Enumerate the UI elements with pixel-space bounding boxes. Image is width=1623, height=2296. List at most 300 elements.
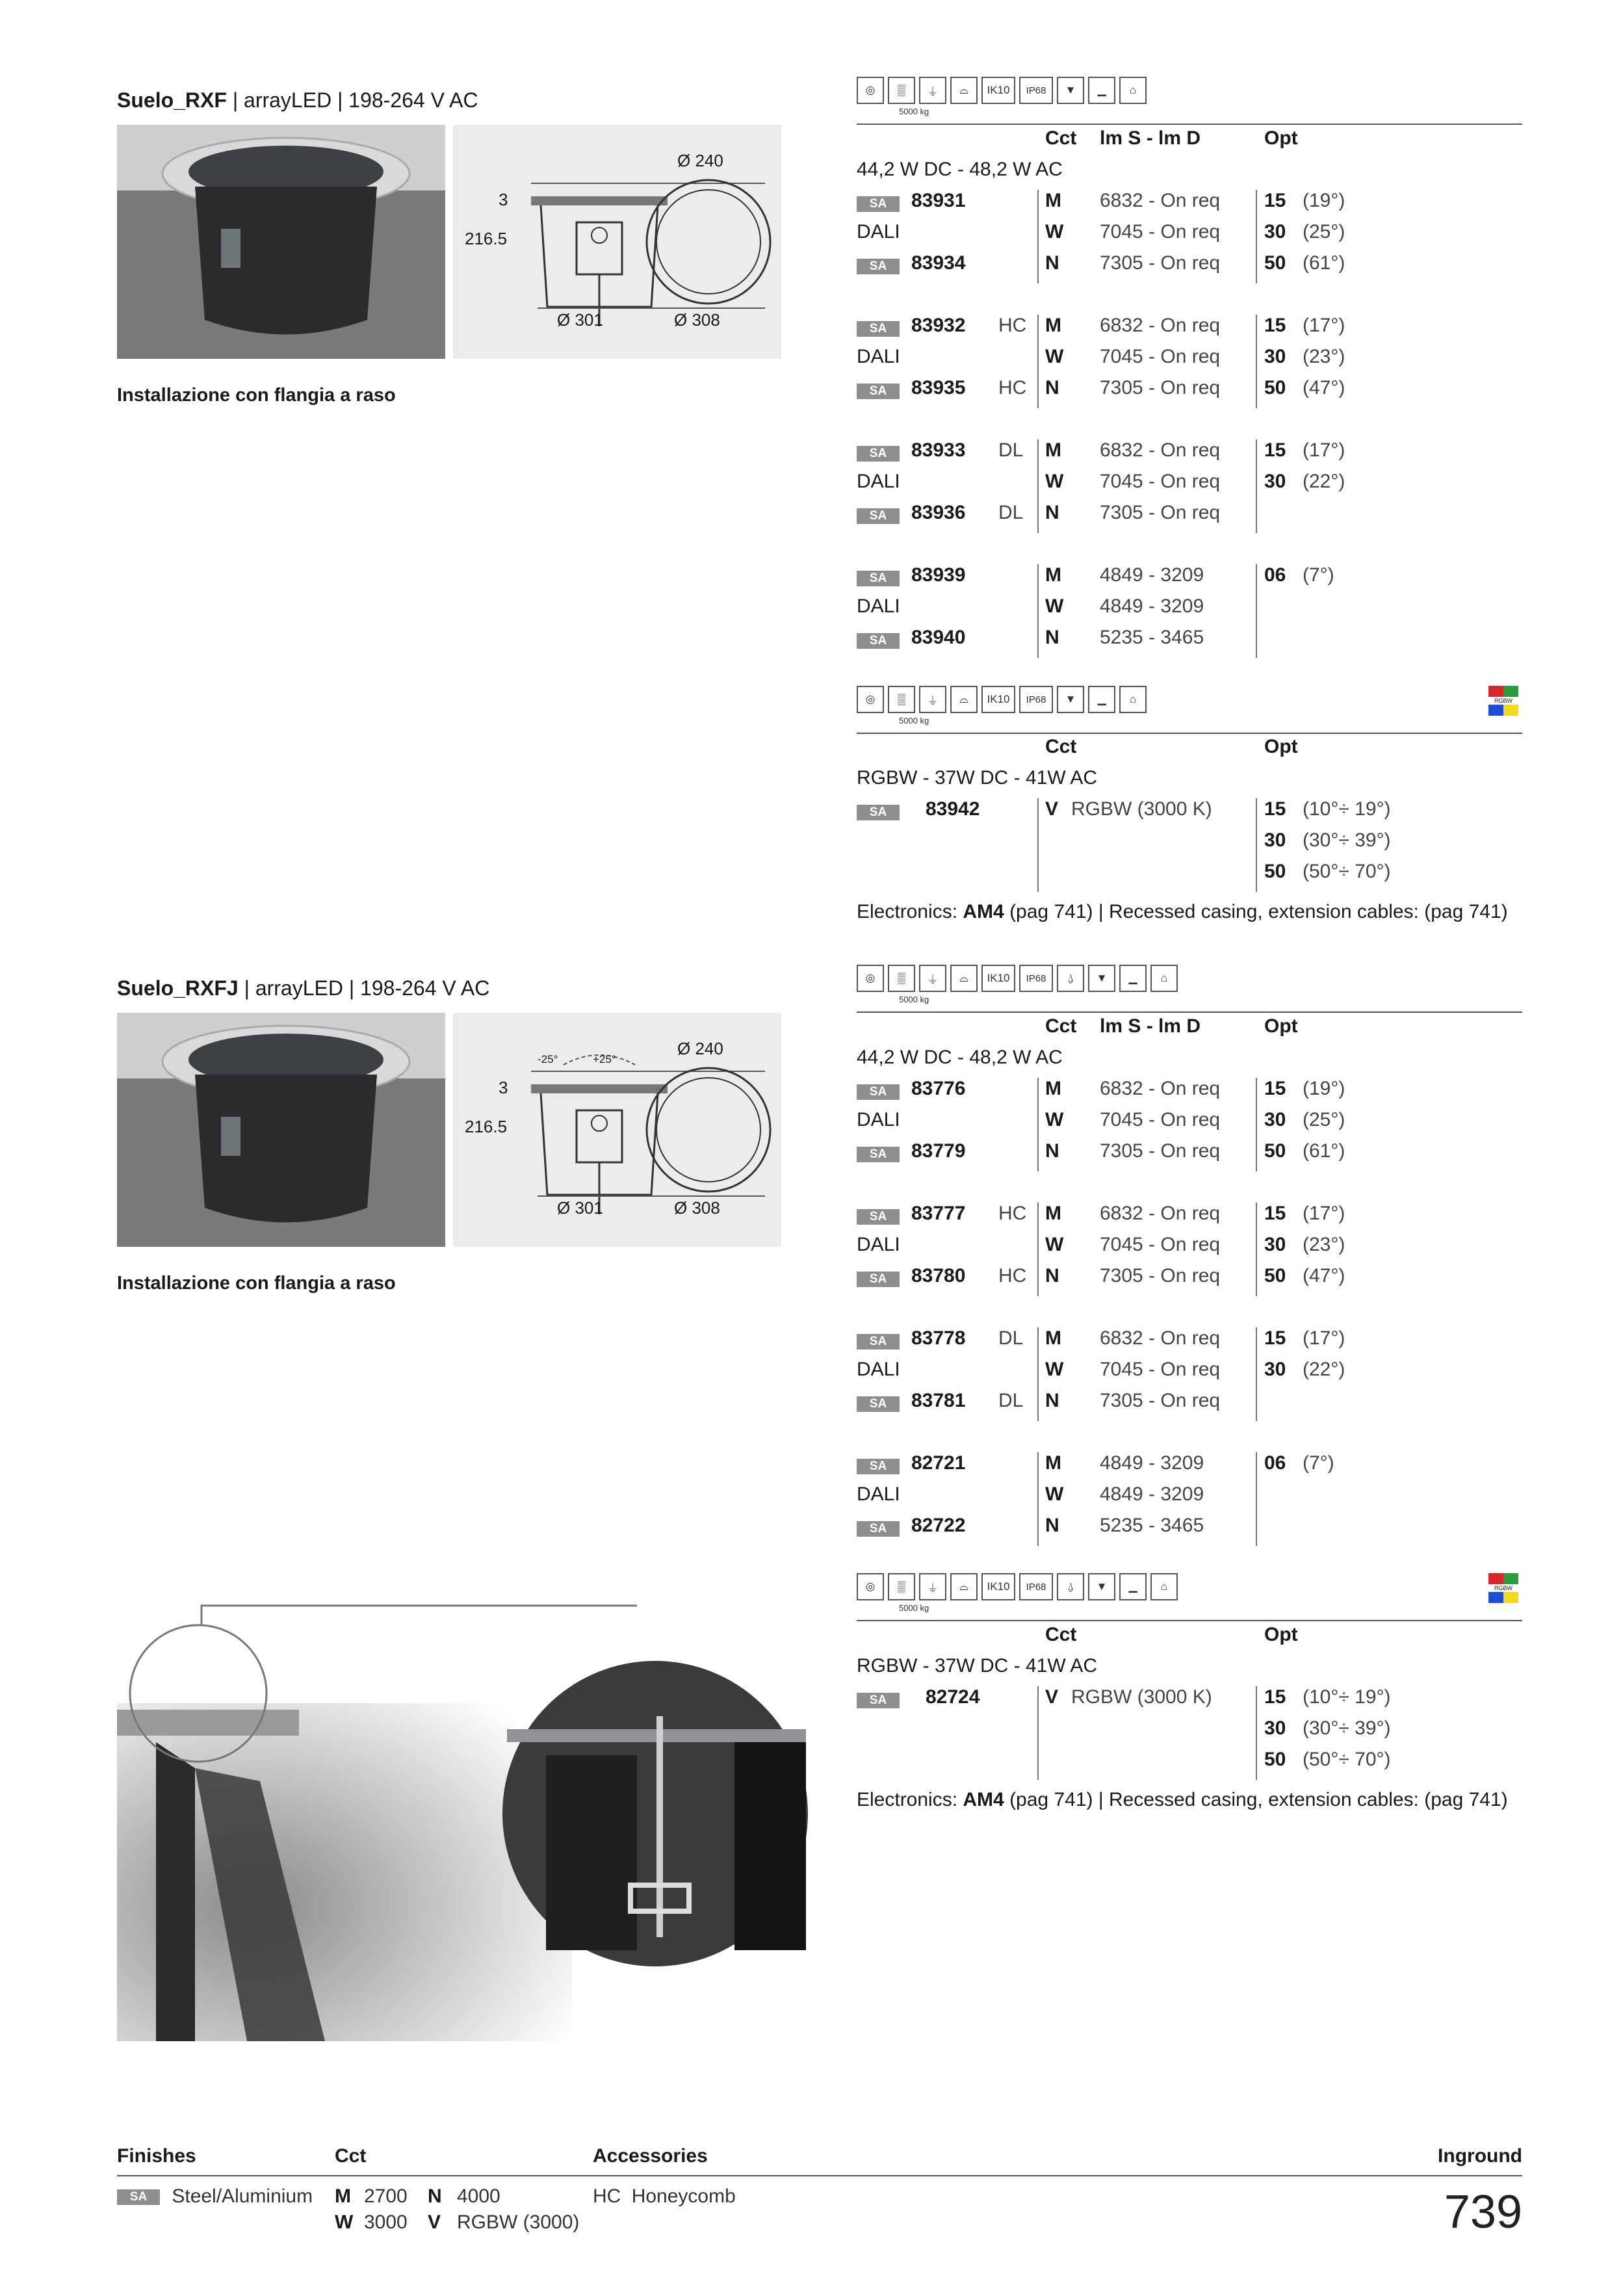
power-spec: 44,2 W DC - 48,2 W AC xyxy=(857,1047,1063,1068)
table-row xyxy=(857,1359,1522,1390)
table-row xyxy=(857,595,1522,627)
table-row xyxy=(857,1327,1522,1359)
cct-code: W xyxy=(1045,1483,1064,1505)
load-rating: 5000 kg xyxy=(899,716,929,725)
lumen-value: 6832 - On req xyxy=(1100,1327,1221,1349)
lumen-value: 5235 - 3465 xyxy=(1100,1515,1204,1536)
beam-angle: (19°) xyxy=(1303,190,1345,211)
installation-note: Installazione con flangia a raso xyxy=(117,1273,396,1294)
beam-angle: (19°) xyxy=(1303,1078,1345,1099)
rgbw-badge-label: RGBW xyxy=(1488,697,1518,705)
installation-note: Installazione con flangia a raso xyxy=(117,385,396,406)
table-row xyxy=(857,346,1522,377)
beam-angle: (17°) xyxy=(1303,1203,1345,1224)
dim-d2: Ø 308 xyxy=(674,1198,720,1218)
cct-key: W xyxy=(335,2211,354,2233)
control-label: DALI xyxy=(857,1109,900,1130)
section1-title xyxy=(117,88,478,112)
flush-icon: ▁ xyxy=(1119,1573,1147,1600)
table-row xyxy=(857,1109,1522,1140)
column-divider xyxy=(1256,1078,1257,1171)
beam-angle: (25°) xyxy=(1303,1109,1345,1130)
spec-icons xyxy=(857,686,1147,713)
sa-badge: SA xyxy=(857,321,900,337)
cct-code: N xyxy=(1045,627,1059,648)
table-row xyxy=(857,1234,1522,1265)
footer-category: Inground xyxy=(1438,2145,1522,2167)
table-row xyxy=(857,1515,1522,1546)
section2-title xyxy=(117,976,489,1000)
column-divider xyxy=(1256,564,1257,658)
casing-icon: ⌓ xyxy=(950,965,978,992)
rgbw-icon xyxy=(1488,1573,1518,1603)
lumen-value: 7305 - On req xyxy=(1100,377,1221,398)
footer-accessory xyxy=(593,2185,736,2208)
table-row xyxy=(857,627,1522,658)
column-divider xyxy=(1256,798,1257,892)
column-divider xyxy=(1037,315,1039,408)
dim-top-diameter: Ø 240 xyxy=(677,1039,723,1058)
optic-value: 15 xyxy=(1264,439,1286,461)
ip-rating: IP68 xyxy=(1019,686,1053,713)
beam-angle: (7°) xyxy=(1303,564,1334,586)
sa-badge: SA xyxy=(857,1396,900,1412)
cct-value: 4000 xyxy=(457,2185,500,2207)
drive-over-icon: ▒ xyxy=(888,965,915,992)
optic-row xyxy=(857,829,1522,861)
lumen-value: 6832 - On req xyxy=(1100,315,1221,336)
control-label: DALI xyxy=(857,1359,900,1380)
cct-description: RGBW (3000 K) xyxy=(1071,798,1212,820)
column-divider xyxy=(1037,1686,1039,1780)
casing-icon: ⌓ xyxy=(950,1573,978,1600)
recessed-icon: ◎ xyxy=(857,686,884,713)
dim-d1: Ø 301 xyxy=(557,310,603,330)
table-row xyxy=(857,1203,1522,1234)
product-code: 83939 xyxy=(911,564,966,586)
sa-badge: SA xyxy=(857,1693,900,1708)
cct-code: M xyxy=(1045,1452,1061,1474)
sa-badge: SA xyxy=(857,384,900,399)
beam-angle: (10°÷ 19°) xyxy=(1303,798,1391,820)
col-header-opt: Opt xyxy=(1264,127,1298,149)
rgbw-icon xyxy=(1488,686,1518,716)
flush-icon: ▁ xyxy=(1088,77,1115,104)
column-divider xyxy=(1256,1327,1257,1421)
column-divider xyxy=(1037,439,1039,533)
product-photo xyxy=(117,125,445,359)
beam-icon: ▼ xyxy=(1088,965,1115,992)
electronics-prefix: Electronics: xyxy=(857,1789,963,1810)
beam-angle: (17°) xyxy=(1303,439,1345,461)
ip-rating: IP68 xyxy=(1019,965,1053,992)
product-code: 83942 xyxy=(926,798,980,820)
variant-code: HC xyxy=(998,315,1027,336)
table-row xyxy=(857,1140,1522,1171)
footer-divider xyxy=(117,2175,1522,2176)
flush-icon: ▁ xyxy=(1088,686,1115,713)
table-row xyxy=(857,1483,1522,1515)
beam-angle: (23°) xyxy=(1303,346,1345,367)
lumen-value: 7045 - On req xyxy=(1100,1109,1221,1130)
optic-value: 15 xyxy=(1264,1686,1286,1708)
cct-value: 3000 xyxy=(364,2211,408,2233)
table-row xyxy=(857,1390,1522,1421)
optic-value: 30 xyxy=(1264,829,1286,851)
product-code: 83776 xyxy=(911,1078,966,1099)
recessed-icon: ◎ xyxy=(857,1573,884,1600)
table-row xyxy=(857,439,1522,471)
control-label: DALI xyxy=(857,221,900,242)
lumen-value: 7045 - On req xyxy=(1100,471,1221,492)
cct-code: W xyxy=(1045,346,1064,367)
col-header-lm: lm S - lm D xyxy=(1100,1015,1201,1037)
dim-d2: Ø 308 xyxy=(674,310,720,330)
optic-row xyxy=(857,798,1522,829)
adjustable-icon: ⍙ xyxy=(1057,1573,1084,1600)
control-label: DALI xyxy=(857,595,900,617)
product-code: 83777 xyxy=(911,1203,966,1224)
house-icon: ⌂ xyxy=(1150,1573,1178,1600)
variant-code: DL xyxy=(998,502,1024,523)
footer-finish xyxy=(117,2185,313,2208)
beam-angle: (30°÷ 39°) xyxy=(1303,1717,1391,1739)
load-rating: 5000 kg xyxy=(899,1603,929,1613)
col-header-cct: Cct xyxy=(1045,736,1077,757)
lumen-value: 4849 - 3209 xyxy=(1100,1483,1204,1505)
beam-angle: (50°÷ 70°) xyxy=(1303,861,1391,882)
optic-value: 50 xyxy=(1264,377,1286,398)
spec-icons xyxy=(857,965,1178,992)
flush-icon: ▁ xyxy=(1119,965,1147,992)
optic-value: 15 xyxy=(1264,190,1286,211)
optic-row xyxy=(857,1717,1522,1749)
beam-angle: (30°÷ 39°) xyxy=(1303,829,1391,851)
sa-badge: SA xyxy=(857,1084,900,1100)
load-rating: 5000 kg xyxy=(899,107,929,116)
product-code: 83932 xyxy=(911,315,966,336)
cct-code: M xyxy=(1045,1078,1061,1099)
table-row xyxy=(857,1265,1522,1296)
finish-sa-badge: SA xyxy=(117,2189,160,2205)
adjustable-icon: ⍙ xyxy=(1057,965,1084,992)
rgbw-badge-label: RGBW xyxy=(1488,1584,1518,1592)
divider xyxy=(857,1011,1522,1013)
optic-row xyxy=(857,1749,1522,1780)
cct-code: M xyxy=(1045,564,1061,586)
cct-code: M xyxy=(1045,1327,1061,1349)
table-row xyxy=(857,252,1522,283)
dim-d1: Ø 301 xyxy=(557,1198,603,1218)
lumen-value: 7045 - On req xyxy=(1100,1234,1221,1255)
optic-row xyxy=(857,1686,1522,1717)
column-divider xyxy=(1037,564,1039,658)
column-divider xyxy=(1256,190,1257,283)
col-header-opt: Opt xyxy=(1264,1624,1298,1645)
casing-icon: ⌓ xyxy=(950,77,978,104)
optic-value: 15 xyxy=(1264,315,1286,336)
product-name: Suelo_RXF xyxy=(117,88,227,112)
cct-code: N xyxy=(1045,1265,1059,1286)
class1-earth-icon: ⏚ xyxy=(919,965,946,992)
sa-badge: SA xyxy=(857,805,900,820)
variant-code: HC xyxy=(998,1265,1027,1286)
power-spec: 44,2 W DC - 48,2 W AC xyxy=(857,159,1063,180)
electronics-suffix: (pag 741) | Recessed casing, extension cables: (pag 741) xyxy=(1004,901,1508,922)
cct-code: W xyxy=(1045,1359,1064,1380)
lumen-value: 7305 - On req xyxy=(1100,502,1221,523)
beam-angle: (23°) xyxy=(1303,1234,1345,1255)
recessed-icon: ◎ xyxy=(857,965,884,992)
variant-code: DL xyxy=(998,439,1024,461)
table-row xyxy=(857,564,1522,595)
cct-code: M xyxy=(1045,190,1061,211)
spec-icons xyxy=(857,77,1147,104)
table-row xyxy=(857,221,1522,252)
class1-earth-icon: ⏚ xyxy=(919,77,946,104)
drive-over-icon: ▒ xyxy=(888,686,915,713)
cct-value: 2700 xyxy=(364,2185,408,2207)
column-divider xyxy=(1256,1452,1257,1546)
cct-code: N xyxy=(1045,1390,1059,1411)
beam-angle: (61°) xyxy=(1303,252,1345,274)
ik-rating: IK10 xyxy=(981,686,1015,713)
column-divider xyxy=(1256,315,1257,408)
beam-angle: (10°÷ 19°) xyxy=(1303,1686,1391,1708)
cct-code: M xyxy=(1045,439,1061,461)
sa-badge: SA xyxy=(857,1459,900,1474)
cct-key: N xyxy=(428,2185,442,2207)
ik-rating: IK10 xyxy=(981,1573,1015,1600)
cct-key: V xyxy=(428,2211,441,2233)
optic-value: 06 xyxy=(1264,1452,1286,1474)
lumen-value: 7305 - On req xyxy=(1100,1390,1221,1411)
product-name: Suelo_RXFJ xyxy=(117,976,239,1000)
divider xyxy=(857,1620,1522,1621)
cct-value: RGBW (3000) xyxy=(457,2211,580,2233)
cct-code: N xyxy=(1045,1515,1059,1536)
house-icon: ⌂ xyxy=(1119,77,1147,104)
lumen-value: 6832 - On req xyxy=(1100,1203,1221,1224)
control-label: DALI xyxy=(857,471,900,492)
lumen-value: 5235 - 3465 xyxy=(1100,627,1204,648)
optic-row xyxy=(857,861,1522,892)
drive-over-icon: ▒ xyxy=(888,77,915,104)
optic-value: 50 xyxy=(1264,1265,1286,1286)
product-code: 83931 xyxy=(911,190,966,211)
luminaire-render xyxy=(117,125,445,359)
lumen-value: 7305 - On req xyxy=(1100,1140,1221,1162)
variant-code: DL xyxy=(998,1390,1024,1411)
cct-key: M xyxy=(335,2185,351,2207)
footer-cct-heading: Cct xyxy=(335,2145,367,2167)
column-divider xyxy=(1256,1686,1257,1780)
beam-angle: (61°) xyxy=(1303,1140,1345,1162)
house-icon: ⌂ xyxy=(1150,965,1178,992)
beam-icon: ▼ xyxy=(1057,77,1084,104)
electronics-prefix: Electronics: xyxy=(857,901,963,922)
optic-value: 15 xyxy=(1264,1327,1286,1349)
product-code: 83779 xyxy=(911,1140,966,1162)
product-code: 83778 xyxy=(911,1327,966,1349)
product-subtitle: | arrayLED | 198-264 V AC xyxy=(244,976,490,1000)
column-divider xyxy=(1037,190,1039,283)
beam-angle: (47°) xyxy=(1303,1265,1345,1286)
variant-code: DL xyxy=(998,1327,1024,1349)
beam-angle: (17°) xyxy=(1303,315,1345,336)
dim-flange: 3 xyxy=(499,190,508,209)
cct-code: W xyxy=(1045,471,1064,492)
cct-code: W xyxy=(1045,1109,1064,1130)
col-header-cct: Cct xyxy=(1045,1624,1077,1645)
lumen-value: 4849 - 3209 xyxy=(1100,564,1204,586)
lumen-value: 6832 - On req xyxy=(1100,439,1221,461)
optic-value: 30 xyxy=(1264,346,1286,367)
divider xyxy=(857,733,1522,734)
sa-badge: SA xyxy=(857,633,900,649)
optic-value: 30 xyxy=(1264,1359,1286,1380)
column-divider xyxy=(1037,798,1039,892)
finish-text: Steel/Aluminium xyxy=(172,2185,313,2207)
table-row xyxy=(857,1078,1522,1109)
sa-badge: SA xyxy=(857,508,900,524)
beam-angle: (22°) xyxy=(1303,1359,1345,1380)
dim-tilt-left: -25° xyxy=(538,1053,558,1065)
product-photo xyxy=(117,1013,445,1247)
optic-value: 30 xyxy=(1264,1234,1286,1255)
dim-depth: 216.5 xyxy=(465,229,508,248)
beam-angle: (7°) xyxy=(1303,1452,1334,1474)
control-label: DALI xyxy=(857,346,900,367)
cct-description: RGBW (3000 K) xyxy=(1071,1686,1212,1708)
electronics-code: AM4 xyxy=(963,901,1004,922)
column-divider xyxy=(1037,1078,1039,1171)
lumen-value: 7045 - On req xyxy=(1100,346,1221,367)
optic-value: 50 xyxy=(1264,1749,1286,1770)
col-header-cct: Cct xyxy=(1045,1015,1077,1037)
cct-code: M xyxy=(1045,315,1061,336)
accessory-code: HC xyxy=(593,2185,621,2207)
technical-drawing xyxy=(453,125,781,359)
product-code: 83936 xyxy=(911,502,966,523)
optic-value: 50 xyxy=(1264,1140,1286,1162)
col-header-cct: Cct xyxy=(1045,127,1077,149)
table-row xyxy=(857,377,1522,408)
product-code: 83934 xyxy=(911,252,966,274)
class1-earth-icon: ⏚ xyxy=(919,686,946,713)
lumen-value: 7305 - On req xyxy=(1100,252,1221,274)
product-code: 83780 xyxy=(911,1265,966,1286)
beam-icon: ▼ xyxy=(1088,1573,1115,1600)
sa-badge: SA xyxy=(857,1272,900,1287)
cct-code: V xyxy=(1045,798,1059,820)
sa-badge: SA xyxy=(857,1209,900,1225)
sa-badge: SA xyxy=(857,446,900,462)
col-header-lm: lm S - lm D xyxy=(1100,127,1201,149)
lumen-value: 7045 - On req xyxy=(1100,221,1221,242)
ik-rating: IK10 xyxy=(981,965,1015,992)
ip-rating: IP68 xyxy=(1019,77,1053,104)
optic-value: 30 xyxy=(1264,1109,1286,1130)
col-header-opt: Opt xyxy=(1264,1015,1298,1037)
cct-code: N xyxy=(1045,252,1059,274)
dim-top-diameter: Ø 240 xyxy=(677,151,723,170)
table-row xyxy=(857,315,1522,346)
cct-code: M xyxy=(1045,1203,1061,1224)
beam-icon: ▼ xyxy=(1057,686,1084,713)
table-row xyxy=(857,1452,1522,1483)
cct-code: W xyxy=(1045,1234,1064,1255)
sa-badge: SA xyxy=(857,571,900,586)
table-row xyxy=(857,190,1522,221)
sa-badge: SA xyxy=(857,196,900,212)
spec-icons xyxy=(857,1573,1178,1600)
optic-value: 30 xyxy=(1264,471,1286,492)
sa-badge: SA xyxy=(857,1334,900,1350)
lumen-value: 4849 - 3209 xyxy=(1100,1452,1204,1474)
cct-code: N xyxy=(1045,502,1059,523)
technical-drawing xyxy=(453,1013,781,1247)
load-rating: 5000 kg xyxy=(899,995,929,1004)
cct-code: W xyxy=(1045,595,1064,617)
dim-tilt-right: +25° xyxy=(593,1053,616,1065)
page-number: 739 xyxy=(1444,2186,1522,2238)
optic-value: 15 xyxy=(1264,1078,1286,1099)
beam-angle: (47°) xyxy=(1303,377,1345,398)
accessory-text: Honeycomb xyxy=(631,2185,736,2207)
electronics-note xyxy=(857,901,1508,923)
beam-angle: (25°) xyxy=(1303,221,1345,242)
electronics-code: AM4 xyxy=(963,1789,1004,1810)
control-label: DALI xyxy=(857,1234,900,1255)
rgbw-power-spec: RGBW - 37W DC - 41W AC xyxy=(857,1655,1098,1676)
electronics-suffix: (pag 741) | Recessed casing, extension cables: (pag 741) xyxy=(1004,1789,1508,1810)
column-divider xyxy=(1256,439,1257,533)
footer-finishes-heading: Finishes xyxy=(117,2145,196,2167)
cct-code: V xyxy=(1045,1686,1059,1708)
variant-code: HC xyxy=(998,377,1027,398)
optic-value: 50 xyxy=(1264,252,1286,274)
optic-value: 15 xyxy=(1264,798,1286,820)
house-icon: ⌂ xyxy=(1119,686,1147,713)
product-subtitle: | arrayLED | 198-264 V AC xyxy=(232,88,478,112)
column-divider xyxy=(1037,1203,1039,1296)
table-row xyxy=(857,471,1522,502)
dim-depth: 216.5 xyxy=(465,1117,508,1136)
beam-angle: (22°) xyxy=(1303,471,1345,492)
cct-code: N xyxy=(1045,377,1059,398)
dim-flange: 3 xyxy=(499,1078,508,1097)
product-code: 82721 xyxy=(911,1452,966,1474)
sa-badge: SA xyxy=(857,259,900,274)
electronics-note xyxy=(857,1789,1508,1811)
variant-code: HC xyxy=(998,1203,1027,1224)
optic-value: 50 xyxy=(1264,861,1286,882)
class1-earth-icon: ⏚ xyxy=(919,1573,946,1600)
cct-code: W xyxy=(1045,221,1064,242)
drive-over-icon: ▒ xyxy=(888,1573,915,1600)
optic-value: 30 xyxy=(1264,221,1286,242)
column-divider xyxy=(1037,1327,1039,1421)
sa-badge: SA xyxy=(857,1521,900,1537)
table-row xyxy=(857,502,1522,533)
beam-angle: (50°÷ 70°) xyxy=(1303,1749,1391,1770)
installation-detail-render xyxy=(117,1573,825,2041)
divider xyxy=(857,124,1522,125)
luminaire-render xyxy=(117,1013,445,1247)
product-code: 83940 xyxy=(911,627,966,648)
rgbw-power-spec: RGBW - 37W DC - 41W AC xyxy=(857,767,1098,789)
